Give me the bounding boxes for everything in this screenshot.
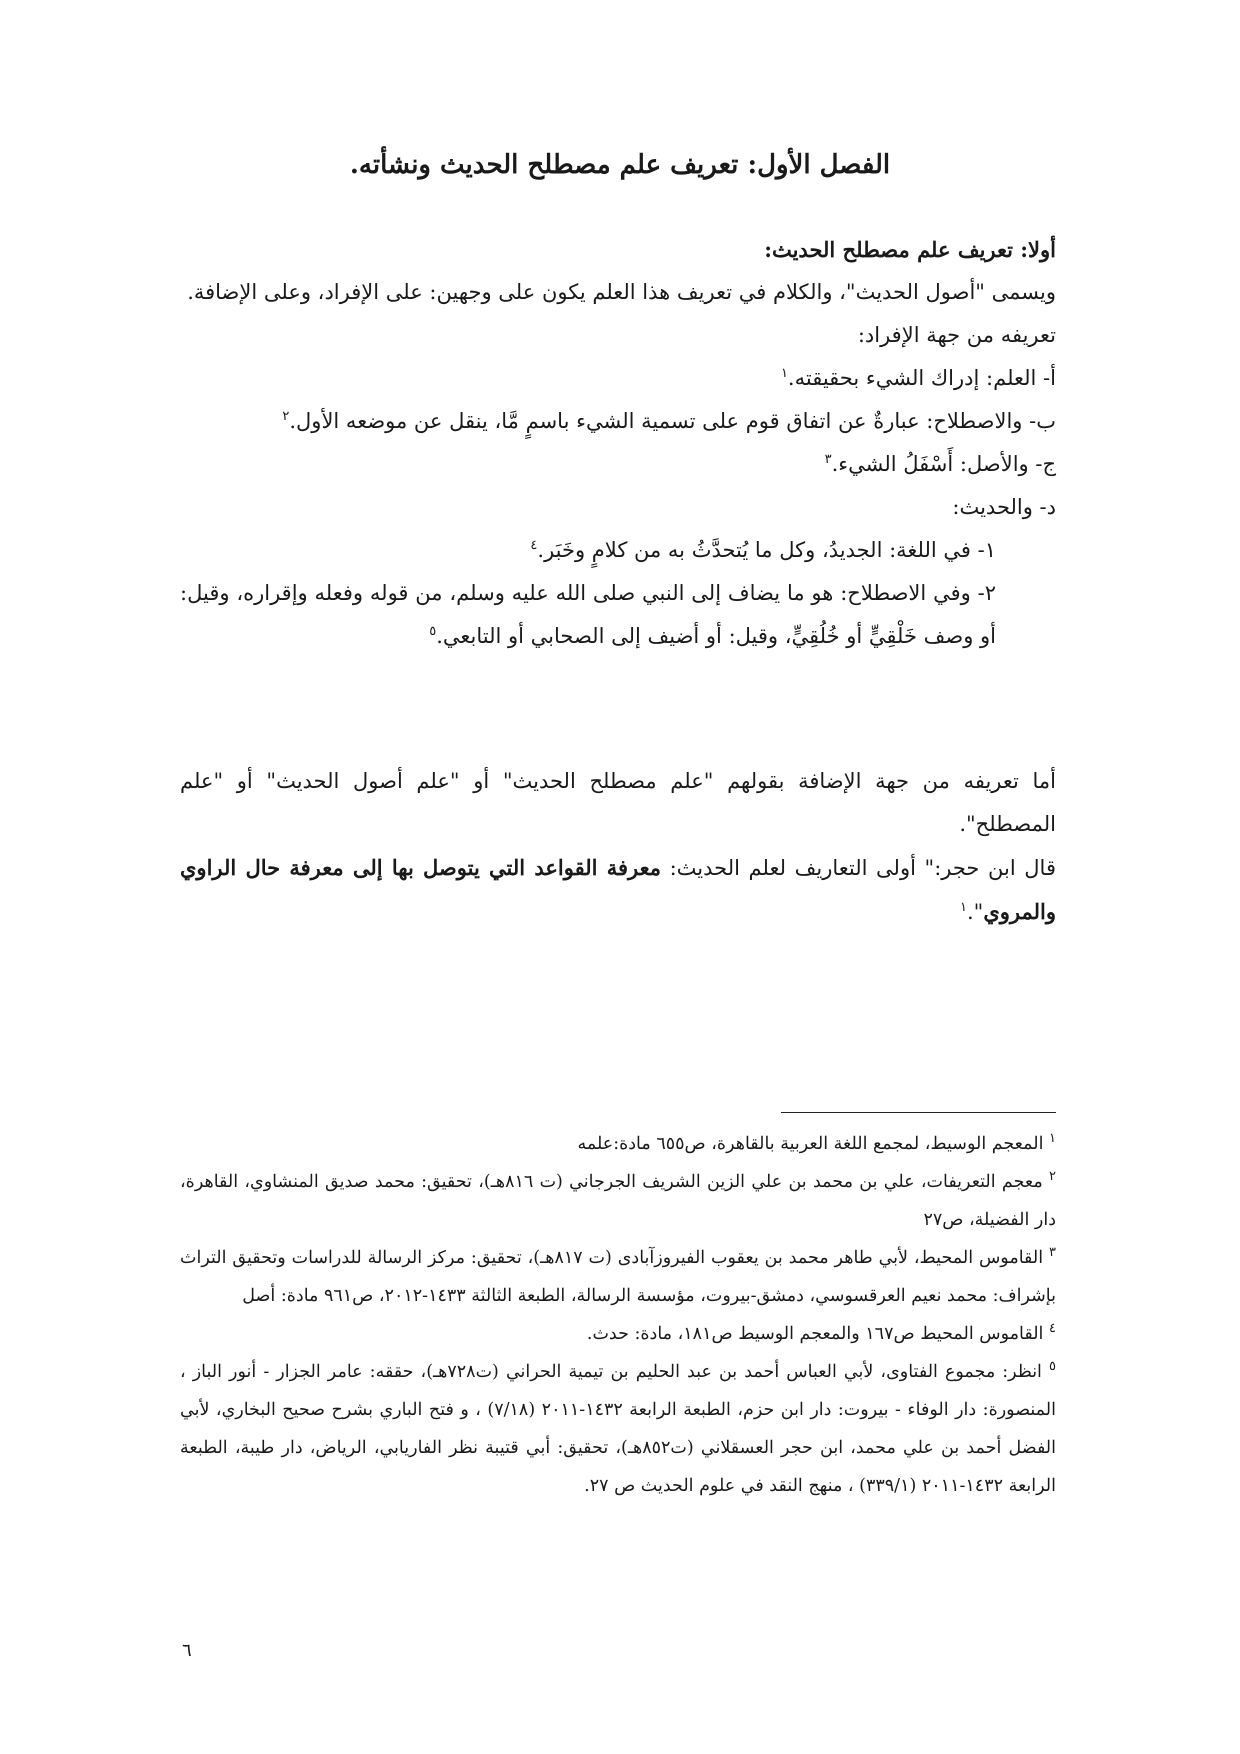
footnote-number: ٤ bbox=[1049, 1321, 1056, 1337]
footnote-ref-2: ٢ bbox=[282, 409, 290, 424]
item-d2 bbox=[180, 572, 1056, 658]
section-1 bbox=[180, 228, 1056, 658]
footnote-number: ٢ bbox=[1049, 1169, 1056, 1185]
item-b bbox=[180, 400, 1056, 443]
section-2 bbox=[180, 760, 1056, 934]
footnote-number: ٥ bbox=[1048, 1359, 1056, 1375]
footnote-ref-1b: ١ bbox=[959, 900, 967, 915]
item-c-text: ج- والأصل: أَسْفَلُ الشيء. bbox=[831, 452, 1056, 476]
ibn-hajar-quote bbox=[180, 846, 1056, 934]
footnote-text: معجم التعريفات، علي بن محمد بن علي الزين الشريف الجرجاني (ت ٨١٦هـ)، تحقيق: محمد صديق المنشاوي، القاهرة، دار الفضيلة، ص٢٧ bbox=[180, 1172, 1056, 1230]
item-d2-text: ٢- وفي الاصطلاح: هو ما يضاف إلى النبي صلى الله عليه وسلم، من قوله وفعله وإقراره، وقيل: أو وصف خَلْقِيٍّ أو خُلُقِيٍّ، وقيل: أو أضيف إلى الصحابي أو التابعي. bbox=[180, 581, 996, 648]
item-b-text: ب- والاصطلاح: عبارةٌ عن اتفاق قوم على تسمية الشيء باسمٍ مَّا، ينقل عن موضعه الأول. bbox=[289, 409, 1056, 433]
footnote-text: القاموس المحيط، لأبي طاهر محمد بن يعقوب الفيروزآبادى (ت ٨١٧هـ)، تحقيق: مركز الرسالة للدراسات وتحقيق التراث بإشراف: محمد نعيم العرقسوسي، دمشق-بيروت، مؤسسة الرسالة، الطبعة الثالثة ١٤٣٣-٢٠١٢، ص٩٦١ مادة: أصل bbox=[180, 1248, 1056, 1306]
footnotes bbox=[180, 1125, 1056, 1505]
footnote-ref-4: ٤ bbox=[530, 538, 538, 553]
intro-paragraph: ويسمى "أصول الحديث"، والكلام في تعريف هذا العلم يكون على وجهين: على الإفراد، وعلى الإضافة. bbox=[187, 280, 1056, 304]
item-c bbox=[180, 443, 1056, 486]
footnote-text: انظر: مجموع الفتاوى، لأبي العباس أحمد بن عبد الحليم بن تيمية الحراني (ت٧٢٨هـ)، حققه: عامر الجزار - أنور الباز ، المنصورة: دار الوفاء - بيروت: دار ابن حزم، الطبعة الرابعة ١٤٣٢-٢٠١١ (٧/١٨) ، و فتح الباري بشرح صحيح البخاري، لأبي الفضل أحمد بن علي محمد، ابن حجر العسقلاني (ت٨٥٢هـ)، تحقيق: أبي قتيبة نظر الفاريابي، الرياض، دار طيبة، الطبعة الرابعة ١٤٣٢-٢٠١١ (٣٣٩/١) ، منهج النقد في علوم الحديث ص ٢٧. bbox=[180, 1362, 1056, 1496]
definition-single-label: تعريفه من جهة الإفراد: bbox=[857, 323, 1056, 347]
footnote-divider bbox=[781, 1112, 1056, 1113]
footnote-item bbox=[180, 1353, 1056, 1505]
footnote-number: ١ bbox=[1049, 1131, 1056, 1147]
item-a bbox=[180, 357, 1056, 400]
item-d1-text: ١- في اللغة: الجديدُ، وكل ما يُتحدَّثُ به من كلامٍ وخَبَر. bbox=[537, 538, 996, 562]
footnote-ref-1: ١ bbox=[780, 366, 788, 381]
footnote-item bbox=[180, 1125, 1056, 1163]
item-a-text: أ- العلم: إدراك الشيء بحقيقته. bbox=[787, 366, 1056, 390]
footnote-number: ٣ bbox=[1049, 1245, 1056, 1261]
footnote-item bbox=[180, 1239, 1056, 1315]
page-number: ٦ bbox=[182, 1640, 192, 1661]
quote-prefix: قال ابن حجر:" أولى التعاريف لعلم الحديث: bbox=[660, 856, 1056, 880]
footnote-item bbox=[180, 1163, 1056, 1239]
definition-compound: أما تعريفه من جهة الإضافة بقولهم "علم مصطلح الحديث" أو "علم أصول الحديث" أو "علم المصطلح". bbox=[180, 769, 1056, 836]
footnote-text: القاموس المحيط ص١٦٧ والمعجم الوسيط ص١٨١، مادة: حدث. bbox=[586, 1324, 1044, 1344]
footnote-ref-3: ٣ bbox=[824, 452, 832, 467]
quote-bold-text: معرفة القواعد التي يتوصل بها إلى معرفة حال الراوي والمروي bbox=[180, 855, 1056, 924]
quote-suffix: ". bbox=[966, 900, 984, 924]
footnote-text: المعجم الوسيط، لمجمع اللغة العربية بالقاهرة، ص٦٥٥ مادة:علمه bbox=[577, 1134, 1044, 1154]
chapter-title: الفصل الأول: تعريف علم مصطلح الحديث ونشأته. bbox=[349, 150, 891, 180]
item-d1 bbox=[180, 529, 1056, 572]
section-heading: أولا: تعريف علم مصطلح الحديث: bbox=[764, 237, 1056, 262]
item-d: د- والحديث: bbox=[952, 495, 1056, 519]
footnote-item bbox=[180, 1315, 1056, 1353]
footnote-ref-5: ٥ bbox=[429, 624, 437, 639]
